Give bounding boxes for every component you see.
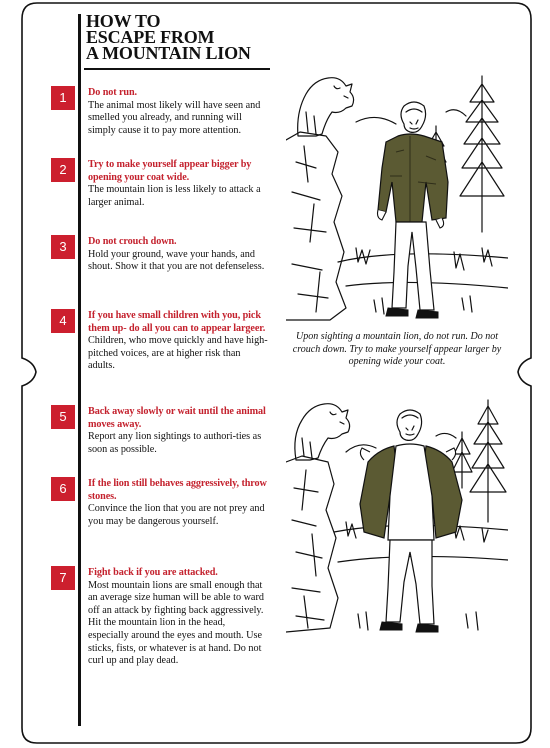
step-number-badge: 7 [51, 566, 75, 590]
step-number-badge: 5 [51, 405, 75, 429]
step-number-badge: 1 [51, 86, 75, 110]
step-number-badge: 4 [51, 309, 75, 333]
man-pants [386, 540, 434, 624]
step-heading: Fight back if you are attacked. [88, 567, 218, 578]
step-body: The animal most likely will have seen and smelled you already, and running will simply cause it to pay more attention. [88, 99, 261, 136]
mountain-lion [298, 78, 354, 136]
vertical-rule [78, 14, 81, 726]
step-body: Report any lion sightings to authori-ties as soon as possible. [88, 431, 262, 455]
man-head [401, 102, 426, 132]
step-number-badge: 6 [51, 477, 75, 501]
step-body: The mountain lion is less likely to attack a larger animal. [88, 184, 261, 208]
illustration-stand-ground [286, 72, 508, 324]
step-body: Convince the lion that you are not prey and you may be dangerous yourself. [88, 503, 265, 527]
title-line-3: A MOUNTAIN LION [86, 43, 251, 63]
page-title [86, 13, 286, 61]
step-heading: Back away slowly or wait until the animal moves away. [88, 406, 266, 430]
man-pants [392, 222, 434, 310]
step-number-badge: 2 [51, 158, 75, 182]
rock-cliff [286, 132, 346, 320]
step-heading: If the lion still behaves aggressively, throw stones. [88, 478, 267, 502]
illustration-open-coat [286, 392, 508, 638]
illustration-caption: Upon sighting a mountain lion, do not run. Do not crouch down. Try to make yourself appear larger by opening wide your coat. [292, 331, 502, 367]
step-heading: If you have small children with you, pick them up- do all you can to appear largeer. [88, 310, 266, 334]
pine-tree [470, 400, 506, 522]
step-heading: Do not crouch down. [88, 236, 177, 247]
man-coat [378, 134, 448, 222]
rock-cliff [286, 456, 338, 632]
step-heading: Do not run. [88, 87, 137, 98]
step-body: Children, who move quickly and have high-pitched voices, are at higher risk than adults. [88, 335, 268, 372]
title-underline [84, 68, 270, 70]
pine-tree [460, 76, 504, 232]
title-line-1: HOW TO [86, 11, 161, 31]
title-line-2: ESCAPE FROM [86, 27, 215, 47]
step-body: Hold your ground, wave your hands, and shout. Show it that you are not defenseless. [88, 248, 265, 273]
step-body: Most mountain lions are small enough that an average size human will be able to ward off an attack by fighting back aggressively. Hit the mountain lion in the head, especially around the eyes and mouth. Use sticks, fists, or whatever is at hand. Do not curl up and play dead. [88, 579, 264, 667]
step-number-badge: 3 [51, 235, 75, 259]
step-heading: Try to make yourself appear bigger by opening your coat wide. [88, 159, 252, 183]
